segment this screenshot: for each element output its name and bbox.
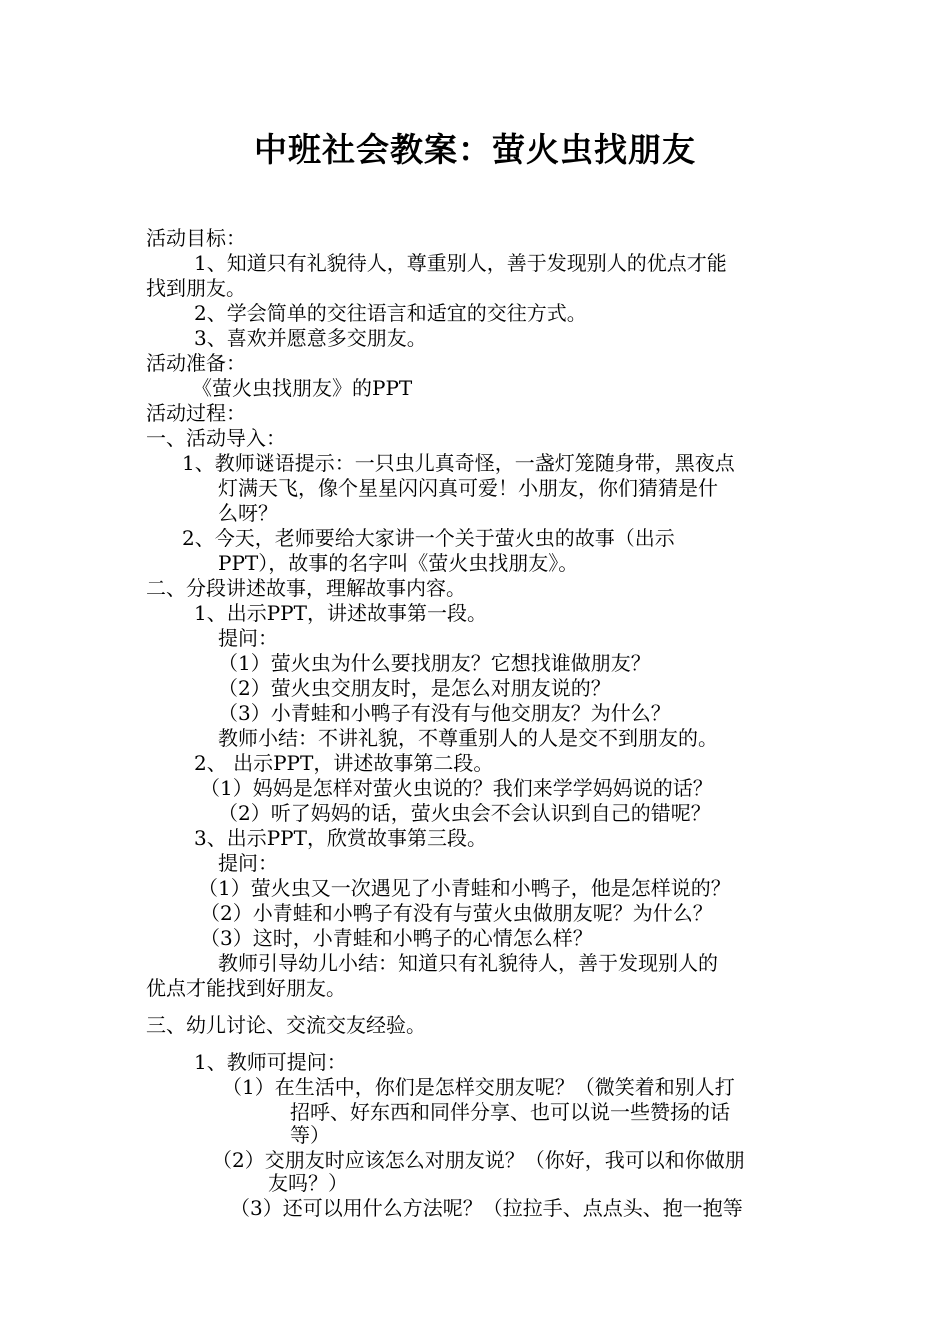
section-heading: 三、幼儿讨论、交流交友经验。	[146, 1013, 426, 1037]
section-heading: 活动过程：	[146, 401, 246, 425]
paragraph-line: （3）还可以用什么方法呢？（拉拉手、点点头、抱一抱等	[230, 1196, 743, 1220]
paragraph-line: 找到朋友。	[146, 276, 246, 300]
paragraph-line: 1、知道只有礼貌待人，尊重别人，善于发现别人的优点才能	[194, 251, 727, 275]
section-heading: 活动目标：	[146, 226, 246, 250]
document-title: 中班社会教案：萤火虫找朋友	[254, 130, 696, 169]
paragraph-line: 2、今天，老师要给大家讲一个关于萤火虫的故事（出示	[182, 526, 675, 550]
paragraph-line: 招呼、好东西和同伴分享、也可以说一些赞扬的话	[290, 1100, 730, 1124]
paragraph-line: （2）听了妈妈的话，萤火虫会不会认识到自己的错呢？	[218, 801, 711, 825]
paragraph-line: 教师引导幼儿小结：知道只有礼貌待人，善于发现别人的	[218, 951, 718, 975]
section-heading: 二、分段讲述故事，理解故事内容。	[146, 576, 466, 600]
paragraph-line: 提问：	[218, 626, 278, 650]
section-heading: 活动准备：	[146, 351, 246, 375]
paragraph-line: 1、教师谜语提示：一只虫儿真奇怪，一盏灯笼随身带，黑夜点	[182, 451, 735, 475]
paragraph-line: 3、喜欢并愿意多交朋友。	[194, 326, 427, 350]
paragraph-line: （3）小青蛙和小鸭子有没有与他交朋友？为什么？	[218, 701, 671, 725]
paragraph-line: （2）萤火虫交朋友时，是怎么对朋友说的？	[218, 676, 611, 700]
paragraph-line: 教师小结：不讲礼貌，不尊重别人的人是交不到朋友的。	[218, 726, 718, 750]
paragraph-line: 么呀？	[218, 501, 278, 525]
section-heading: 一、活动导入：	[146, 426, 286, 450]
paragraph-line: （2）交朋友时应该怎么对朋友说？（你好，我可以和你做朋	[212, 1148, 745, 1172]
paragraph-line: 2、 出示PPT，讲述故事第二段。	[194, 751, 494, 775]
paragraph-line: PPT），故事的名字叫《萤火虫找朋友》。	[218, 551, 579, 575]
paragraph-line: 提问：	[218, 851, 278, 875]
paragraph-line: 优点才能找到好朋友。	[146, 976, 346, 1000]
paragraph-line: （1）妈妈是怎样对萤火虫说的？我们来学学妈妈说的话？	[200, 776, 713, 800]
paragraph-line: 《萤火虫找朋友》的PPT	[192, 376, 413, 400]
paragraph-line: （1）在生活中，你们是怎样交朋友呢？（微笑着和别人打	[222, 1075, 735, 1099]
paragraph-line: 2、学会简单的交往语言和适宜的交往方式。	[194, 301, 587, 325]
paragraph-line: 等）	[290, 1123, 330, 1147]
paragraph-line: 1、教师可提问：	[194, 1050, 347, 1074]
paragraph-line: （2）小青蛙和小鸭子有没有与萤火虫做朋友呢？为什么？	[200, 901, 713, 925]
paragraph-line: 友吗？）	[268, 1171, 348, 1195]
paragraph-line: （1）萤火虫为什么要找朋友？它想找谁做朋友？	[218, 651, 651, 675]
paragraph-line: 3、出示PPT，欣赏故事第三段。	[194, 826, 487, 850]
paragraph-line: （3）这时，小青蛙和小鸭子的心情怎么样？	[200, 926, 593, 950]
paragraph-line: 1、出示PPT，讲述故事第一段。	[194, 601, 487, 625]
paragraph-line: （1）萤火虫又一次遇见了小青蛙和小鸭子，他是怎样说的？	[198, 876, 731, 900]
paragraph-line: 灯满天飞，像个星星闪闪真可爱！小朋友，你们猜猜是什	[218, 476, 718, 500]
